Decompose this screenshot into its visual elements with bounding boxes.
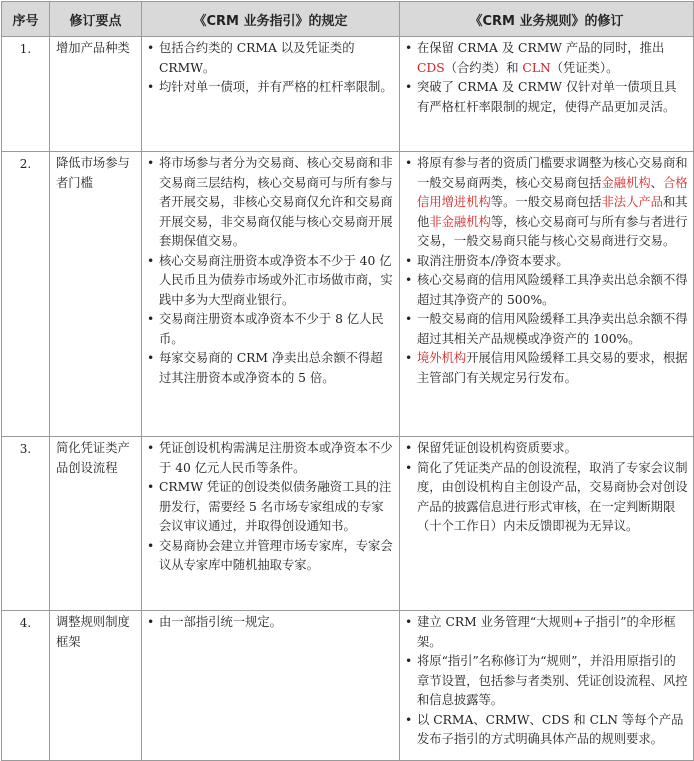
- new-rule-item: [405, 652, 688, 711]
- text-segment: 以 CRMA、CRMW、CDS 和 CLN 等每个产品发布子指引的方式明确具体产品的规则要求。: [417, 712, 684, 746]
- row-topic: 增加产品种类: [50, 37, 142, 152]
- row-number: 4.: [2, 611, 50, 761]
- text-segment: 将原有参与者的资质门槛要求调整为核心交易商和一般交易商两类，核心交易商包括: [417, 156, 688, 190]
- text-segment: 突破了 CRMA 及 CRMW 仅针对单一债项且具有严格杠杆率限制的规定，使得产品更加灵活。: [417, 80, 677, 114]
- row-number: 3.: [2, 437, 50, 611]
- text-segment: 和其他: [417, 195, 688, 229]
- new-rule-item: [405, 459, 688, 537]
- highlight-text: 境外机构: [417, 351, 467, 365]
- new-rule-item: [405, 39, 688, 78]
- new-rule-item: [405, 310, 688, 349]
- new-rule-cell: [400, 437, 694, 611]
- revision-table: [1, 1, 694, 761]
- text-segment: 简化了凭证类产品的创设流程，取消了专家会议制度，由创设机构自主创设产品，交易商协会对创设产品的披露信息进行形式审核，在一定判断期限（十个工作日）内未反馈即视为无异议。: [417, 460, 688, 533]
- text-segment: 一般交易商的信用风险缓释工具净卖出总余额不得超过其相关产品规模或净资产的 100%。: [417, 312, 688, 346]
- header-old-rule: 《CRM 业务指引》的规定: [142, 2, 400, 37]
- new-rule-item: [405, 252, 688, 272]
- highlight-text: CDS: [417, 60, 445, 75]
- text-segment: 等，核心交易商可与所有参与者进行交易，一般交易商只能与核心交易商进行交易。: [417, 214, 688, 248]
- header-new-rule: 《CRM 业务规则》的修订: [400, 2, 694, 37]
- new-rule-item: [405, 271, 688, 310]
- text-segment: （合约类）和: [444, 60, 523, 75]
- old-rule-item: • CRMW 凭证的创设类似债务融资工具的注册发行，需要经 5 名市场专家组成的专家会议审议通过，并取得创设通知书。: [147, 478, 394, 537]
- table-row: [2, 152, 694, 437]
- old-rule-item: • 将市场参与者分为交易商、核心交易商和非交易商三层结构，核心交易商可与所有参与者开展交易，非核心交易商仅允许和交易商开展交易，非交易商仅能与核心交易商开展套期保值交易。: [147, 154, 394, 252]
- text-segment: 取消注册资本/净资本要求。: [417, 253, 569, 268]
- row-topic: 简化凭证类产品创设流程: [50, 437, 142, 611]
- header-topic: 修订要点: [50, 2, 142, 37]
- text-segment: 、: [650, 175, 663, 190]
- new-rule-item: [405, 349, 688, 388]
- old-rule-item: • 包括合约类的 CRMA 以及凭证类的 CRMW。: [147, 39, 394, 78]
- row-topic: 调整规则制度框架: [50, 611, 142, 761]
- new-rule-cell: [400, 37, 694, 152]
- old-rule-cell: [142, 37, 400, 152]
- highlight-text: 非法人产品: [601, 195, 663, 209]
- old-rule-item: • 交易商协会建立并管理市场专家库，专家会议从专家库中随机抽取专家。: [147, 537, 394, 576]
- row-number: 1.: [2, 37, 50, 152]
- old-rule-cell: [142, 152, 400, 437]
- old-rule-cell: [142, 437, 400, 611]
- text-segment: 建立 CRM 业务管理“大规则+子指引”的伞形框架。: [417, 615, 676, 649]
- text-segment: 开展信用风险缓释工具交易的要求，根据主管部门有关规定另行发布。: [417, 351, 688, 385]
- new-rule-item: [405, 711, 688, 750]
- new-rule-item: [405, 613, 688, 652]
- new-rule-item: [405, 78, 688, 117]
- text-segment: 在保留 CRMA 及 CRMW 产品的同时，推出: [417, 41, 665, 55]
- old-rule-item: • 凭证创设机构需满足注册资本或净资本不少于 40 亿元人民币等条件。: [147, 439, 394, 478]
- new-rule-cell: [400, 152, 694, 437]
- old-rule-item: • 每家交易商的 CRM 净卖出总余额不得超过其注册资本或净资本的 5 倍。: [147, 349, 394, 388]
- old-rule-item: • 由一部指引统一规定。: [147, 613, 394, 633]
- header-number: 序号: [2, 2, 50, 37]
- highlight-text: 金融机构: [601, 175, 651, 190]
- old-rule-item: • 均针对单一债项，并有严格的杠杆率限制。: [147, 78, 394, 98]
- text-segment: 保留凭证创设机构资质要求。: [417, 441, 577, 455]
- row-topic: 降低市场参与者门槛: [50, 152, 142, 437]
- new-rule-cell: [400, 611, 694, 761]
- new-rule-item: [405, 154, 688, 252]
- text-segment: 将原“指引”名称修订为“规则”，并沿用原指引的章节设置，包括参与者类别、凭证创设流程、风控和信息披露等。: [417, 654, 688, 707]
- text-segment: 核心交易商的信用风险缓释工具净卖出总余额不得超过其净资产的 500%。: [417, 273, 688, 307]
- table-row: [2, 37, 694, 152]
- highlight-text: 合格信用增进机构: [417, 175, 688, 209]
- old-rule-item: • 核心交易商注册资本或净资本不少于 40 亿人民币且为债券市场或外汇市场做市商，实践中多为大型商业银行。: [147, 252, 394, 311]
- text-segment: 等。一般交易商包括: [490, 195, 602, 209]
- highlight-text: 非金融机构: [429, 214, 491, 229]
- highlight-text: CLN: [522, 60, 551, 75]
- table-row: [2, 611, 694, 761]
- old-rule-item: • 交易商注册资本或净资本不少于 8 亿人民币。: [147, 310, 394, 349]
- new-rule-item: [405, 439, 688, 459]
- text-segment: （凭证类）。: [550, 60, 619, 75]
- header-row: [2, 2, 694, 37]
- old-rule-cell: [142, 611, 400, 761]
- table-row: [2, 437, 694, 611]
- row-number: 2.: [2, 152, 50, 437]
